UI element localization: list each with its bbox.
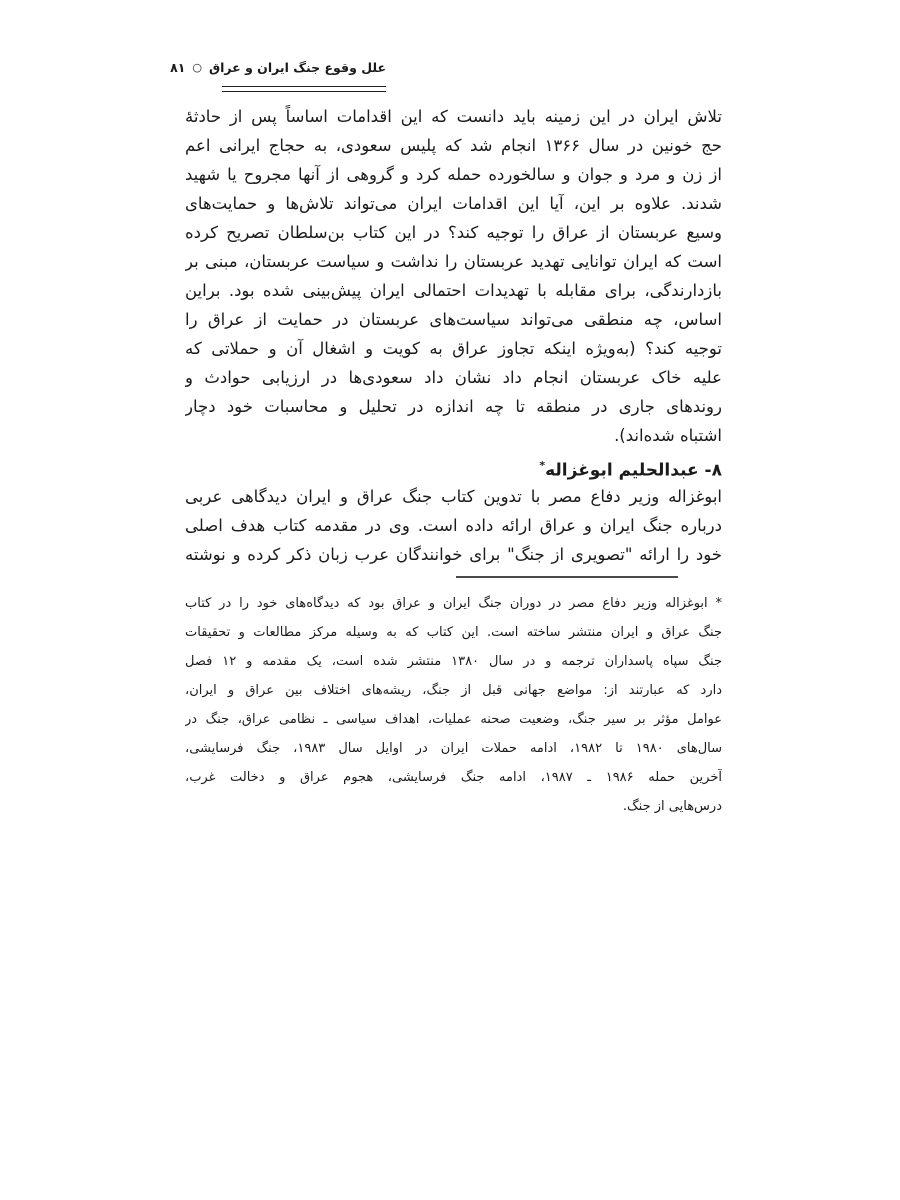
footnote-separator-rule: [456, 576, 678, 578]
text-line: وسیع عربستان از عراق را توجیه کند؟ در این کتاب بن‌سلطان تصریح کرده: [185, 223, 722, 242]
text-line: خود را ارائه "تصویری از جنگ" برای خوانندگان عرب زبان ذکر کرده و نوشته: [185, 545, 722, 564]
text-line: عوامل مؤثر بر سیر جنگ، وضعیت صحنه عملیات، اهداف سیاسی ـ نظامی عراق، جنگ در: [185, 712, 722, 727]
text-line: توجیه کند؟ (به‌ویژه اینکه تجاوز عراق به کویت و اشغال آن و حملاتی که: [185, 339, 722, 358]
text-line: جنگ عراق و ایران منتشر ساخته است. این کتاب که به وسیله مرکز مطالعات و تحقیقات: [185, 625, 722, 640]
text-line: علیه خاک عربستان انجام داد نشان داد سعودی‌ها در ارزیابی حوادث و: [185, 368, 722, 387]
footnote-marker-asterisk: *: [539, 459, 546, 472]
paragraph: [185, 482, 722, 569]
text-line: سال‌های ۱۹۸۰ تا ۱۹۸۲، ادامه حملات ایران در اوایل سال ۱۹۸۳، جنگ فرسایشی،: [185, 741, 722, 756]
text-line: * ابوغزاله وزیر دفاع مصر در دوران جنگ ایران و عراق بود که دیدگاه‌های خود را در کتاب: [185, 596, 722, 611]
body-text-column: [185, 102, 722, 569]
section-heading: [185, 450, 722, 482]
text-line: روندهای جاری در منطقه تا چه اندازه در تحلیل و محاسبات خود دچار: [185, 397, 722, 416]
running-header: [170, 57, 386, 80]
header-double-rule: [222, 86, 386, 92]
text-line: درباره جنگ ایران و عراق ارائه داده است. وی در مقدمه کتاب هدف اصلی: [185, 516, 722, 535]
header-circle-marker: ○: [192, 61, 202, 74]
section-heading-text: ۸- عبدالحلیم ابوغزاله: [545, 460, 722, 481]
text-line: اساس، چه منطقی می‌تواند سیاست‌های عربستان در حمایت از عراق را: [185, 310, 722, 329]
header-page-number: ۸۱: [170, 60, 186, 75]
header-title: علل وقوع جنگ ایران و عراق: [208, 60, 386, 75]
text-line: آخرین حمله ۱۹۸۶ ـ ۱۹۸۷، ادامه جنگ فرسایشی، هجوم عراق و دخالت غرب،: [185, 770, 722, 785]
footnote-paragraph: [185, 589, 722, 821]
text-line: از زن و مرد و جوان و سالخورده حمله کرد و گروهی از آنها مجروح یا شهید: [185, 165, 722, 184]
text-line: دارد که عبارتند از: مواضع جهانی قبل از جنگ، ریشه‌های اختلاف بین عراق و ایران،: [185, 683, 722, 698]
text-line: ابوغزاله وزیر دفاع مصر با تدوین کتاب جنگ عراق و ایران دیدگاهی عربی: [185, 487, 722, 506]
text-line: بازدارندگی، برای مقابله با تهدیدات احتمالی ایران پیش‌بینی شده بود. براین: [185, 281, 722, 300]
text-line: درس‌هایی از جنگ.: [622, 799, 722, 814]
paragraph: [185, 102, 722, 450]
text-line: است که ایران توانایی تهدید عربستان را نداشت و سیاست عربستان، مبنی بر: [185, 252, 722, 271]
text-line: حج خونین در سال ۱۳۶۶ انجام شد که پلیس سعودی، به حجاج ایرانی اعم: [185, 136, 722, 155]
text-line: اشتباه شده‌اند).: [614, 426, 722, 445]
text-line: جنگ سپاه پاسداران ترجمه و در سال ۱۳۸۰ منتشر شده است، یک مقدمه و ۱۲ فصل: [185, 654, 722, 669]
text-line: تلاش ایران در این زمینه باید دانست که این اقدامات اساساً پس از حادثۀ: [185, 107, 722, 126]
text-line: شدند. علاوه بر این، آیا این اقدامات ایران می‌تواند تلاش‌ها و حمایت‌های: [185, 194, 722, 213]
footnote-block: [185, 589, 722, 821]
